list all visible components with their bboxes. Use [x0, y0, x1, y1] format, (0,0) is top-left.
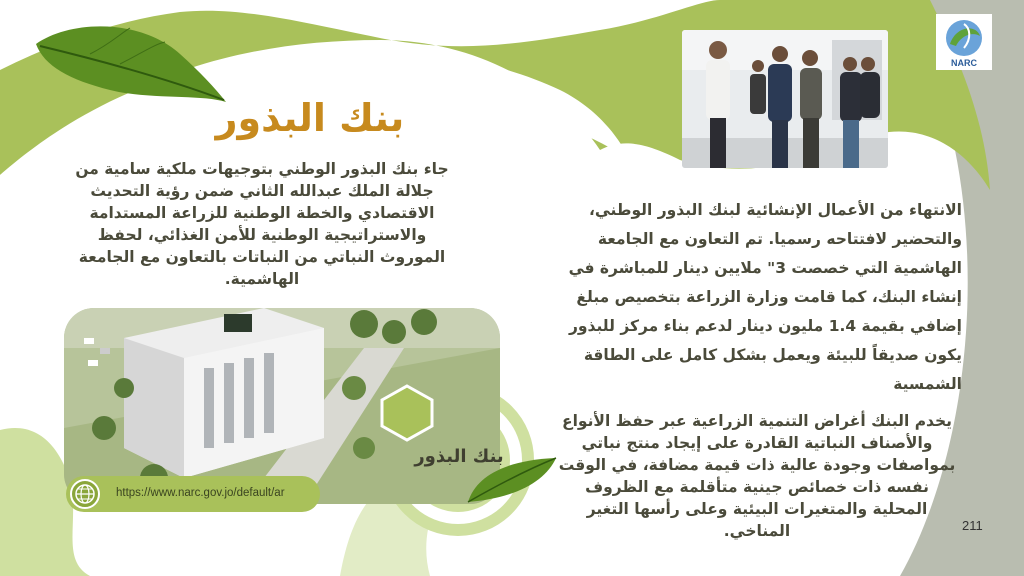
seed-bank-label: بنك البذور — [414, 446, 504, 467]
website-link[interactable]: https://www.narc.gov.jo/default/ar — [116, 487, 285, 499]
leaf-icon — [466, 456, 558, 504]
hexagon-decoration — [378, 384, 436, 442]
construction-paragraph: الانتهاء من الأعمال الإنشائية لبنك البذور الوطني، والتحضير لافتتاحه رسميا. تم التعاون مع الجامعة الهاشمية التي خصصت 3" ملايين دينار للمباشرة في إنشاء البنك، كما قامت وزارة الزراعة بتخصيص مبلغ إضافي بقيمة 1.4 مليون دينار لدعم بناء مركز للبذور يكون صديقاً للبيئة ويعمل بشكل كامل على الطاقة الشمسية — [568, 201, 962, 393]
page-title: بنك البذور — [215, 96, 405, 140]
leaf-icon — [30, 14, 230, 106]
purpose-paragraph: يخدم البنك أغراض التنمية الزراعية عبر حفظ الأنواع والأصناف النباتية القادرة على إيجاد منتج نباتي بمواصفات وجودة عالية ذات قيمة مضافة، في الوقت نفسه ذات خصائص جينية متأقلمة مع الظروف المحلية والمتغيرات البيئية وعلى رأسها التغير المناخي. — [558, 412, 956, 540]
intro-paragraph: جاء بنك البذور الوطني بتوجيهات ملكية سامية من جلالة الملك عبدالله الثاني ضمن رؤية التحديث الاقتصادي والخطة الوطنية للزراعة المستدامة والاستراتيجية الوطنية للأمن الغذائي، لحفظ الموروث النباتي من النباتات بالتعاون مع الجامعة الهاشمية. — [75, 160, 449, 288]
page-number: 211 — [962, 518, 983, 533]
visit-photo — [682, 30, 888, 168]
logo-text: NARC — [951, 58, 977, 68]
narc-logo — [936, 14, 992, 70]
globe-icon — [70, 479, 100, 509]
